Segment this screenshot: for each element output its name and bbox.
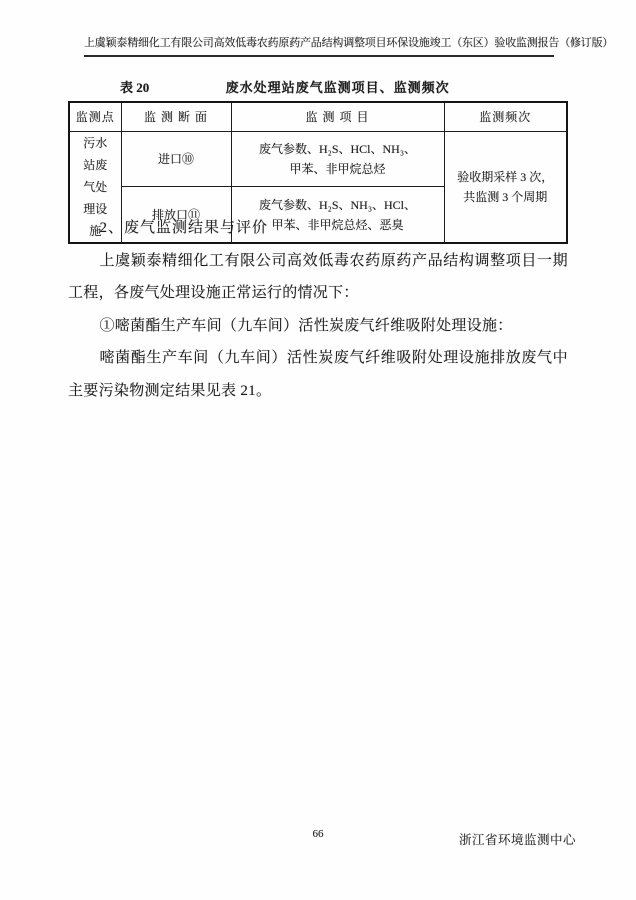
cell-items-outlet-line2: 甲苯、非甲烷总烃、恶臭 (271, 217, 404, 232)
cell-section-inlet: 进口⑩ (121, 132, 231, 187)
footer-organization: 浙江省环境监测中心 (458, 833, 576, 847)
document-header-title: 上虞颖泰精细化工有限公司高效低毒农药原药产品结构调整项目环保设施竣工（东区）验收监测报告（修订版） (84, 34, 554, 57)
table-header-row (69, 102, 567, 132)
paragraph-facility-label: ①嘧菌酯生产车间（九车间）活性炭废气纤维吸附处理设施： (99, 317, 513, 334)
cell-items-inlet-line2: 甲苯、非甲烷总烃 (289, 162, 386, 177)
table-label: 表 20 (120, 80, 150, 95)
cell-frequency-line1: 验收期采样 3 次， (457, 170, 554, 184)
paragraph-results-reference: 嘧菌酯生产车间（九车间）活性炭废气纤维吸附处理设施排放废气中主要污染物测定结果见表 21。 (68, 350, 568, 399)
column-header-section: 监 测 断 面 (121, 102, 231, 132)
cell-frequency-line2: 共监测 3 个周期 (463, 190, 548, 204)
cell-items-inlet-line1: 废气参数、H₂S、HCl、NH₃、 (258, 142, 417, 157)
paragraph-project-intro: 上虞颖泰精细化工有限公司高效低毒农药原药产品结构调整项目一期工程，各废气处理设施正常运行的情况下： (68, 252, 568, 301)
cell-items-outlet-line1: 废气参数、H₂S、NH₃、HCl、 (258, 197, 417, 212)
table-row (69, 132, 567, 187)
table-caption: 废水处理站废气监测项目、监测频次 (225, 80, 450, 95)
body-text (68, 212, 568, 407)
table-title (68, 77, 566, 96)
page-number: 66 (312, 828, 324, 840)
column-header-frequency: 监测频次 (444, 102, 567, 132)
cell-section-outlet: 排放口⑪ (121, 187, 231, 243)
column-header-items: 监 测 项 目 (231, 102, 444, 132)
cell-monitoring-point: 污水站废气处理设施 (69, 132, 121, 244)
cell-items-inlet (231, 132, 444, 187)
section-heading: 2、废气监测结果与评价 (99, 220, 269, 236)
column-header-point: 监测点 (69, 102, 121, 132)
